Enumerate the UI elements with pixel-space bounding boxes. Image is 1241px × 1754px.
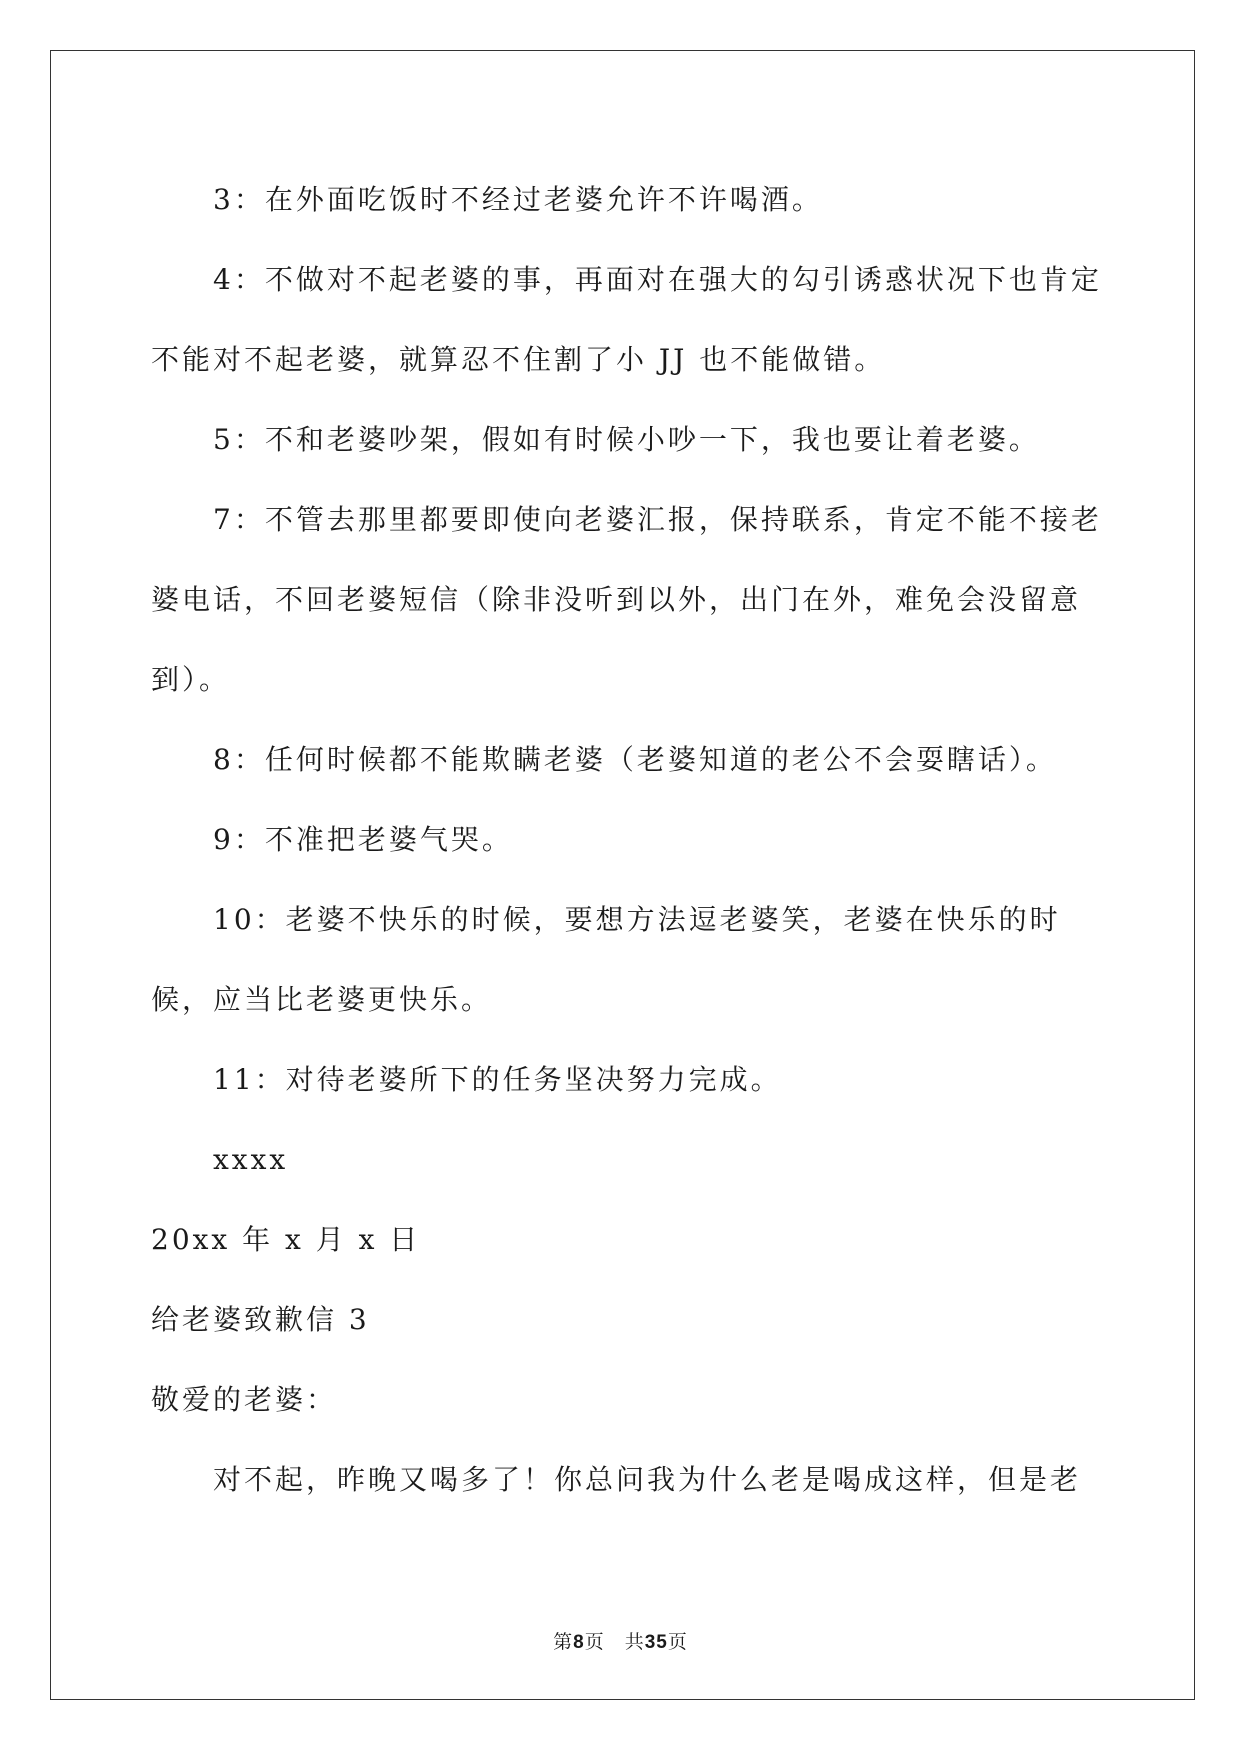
salutation: 敬爱的老婆：	[151, 1383, 338, 1416]
paragraph-rule-4: 4：不做对不起老婆的事，再面对在强大的勾引诱惑状况下也肯定不能对不起老婆，就算忍不住割了小 JJ 也不能做错。	[151, 263, 1102, 376]
document-body	[151, 160, 1111, 1520]
page-footer	[0, 1627, 1241, 1654]
paragraph-rule-9: 9：不准把老婆气哭。	[213, 823, 513, 856]
date-line: 20xx 年 x 月 x 日	[151, 1223, 421, 1256]
current-page-number: 8	[573, 1632, 585, 1653]
paragraph-rule-5: 5：不和老婆吵架，假如有时候小吵一下，我也要让着老婆。	[213, 423, 1040, 456]
footer-total-prefix: 共	[624, 1631, 645, 1653]
footer-prefix: 第	[553, 1631, 574, 1653]
total-pages-number: 35	[644, 1632, 668, 1653]
letter-body-paragraph: 对不起，昨晚又喝多了！你总问我为什么老是喝成这样，但是老	[213, 1463, 1082, 1496]
footer-page-suffix: 页	[584, 1631, 605, 1653]
signature: xxxx	[213, 1143, 289, 1176]
letter-title: 给老婆致歉信 3	[151, 1303, 370, 1336]
paragraph-rule-11: 11：对待老婆所下的任务坚决努力完成。	[213, 1063, 782, 1096]
paragraph-rule-7: 7：不管去那里都要即使向老婆汇报，保持联系，肯定不能不接老婆电话，不回老婆短信（除非没听到以外，出门在外，难免会没留意到）。	[151, 503, 1102, 696]
footer-total-suffix: 页	[667, 1631, 688, 1653]
paragraph-rule-10: 10：老婆不快乐的时候，要想方法逗老婆笑，老婆在快乐的时候，应当比老婆更快乐。	[151, 903, 1061, 1016]
paragraph-rule-3: 3：在外面吃饭时不经过老婆允许不许喝酒。	[213, 183, 823, 216]
paragraph-rule-8: 8：任何时候都不能欺瞒老婆（老婆知道的老公不会耍瞎话）。	[213, 743, 1057, 776]
